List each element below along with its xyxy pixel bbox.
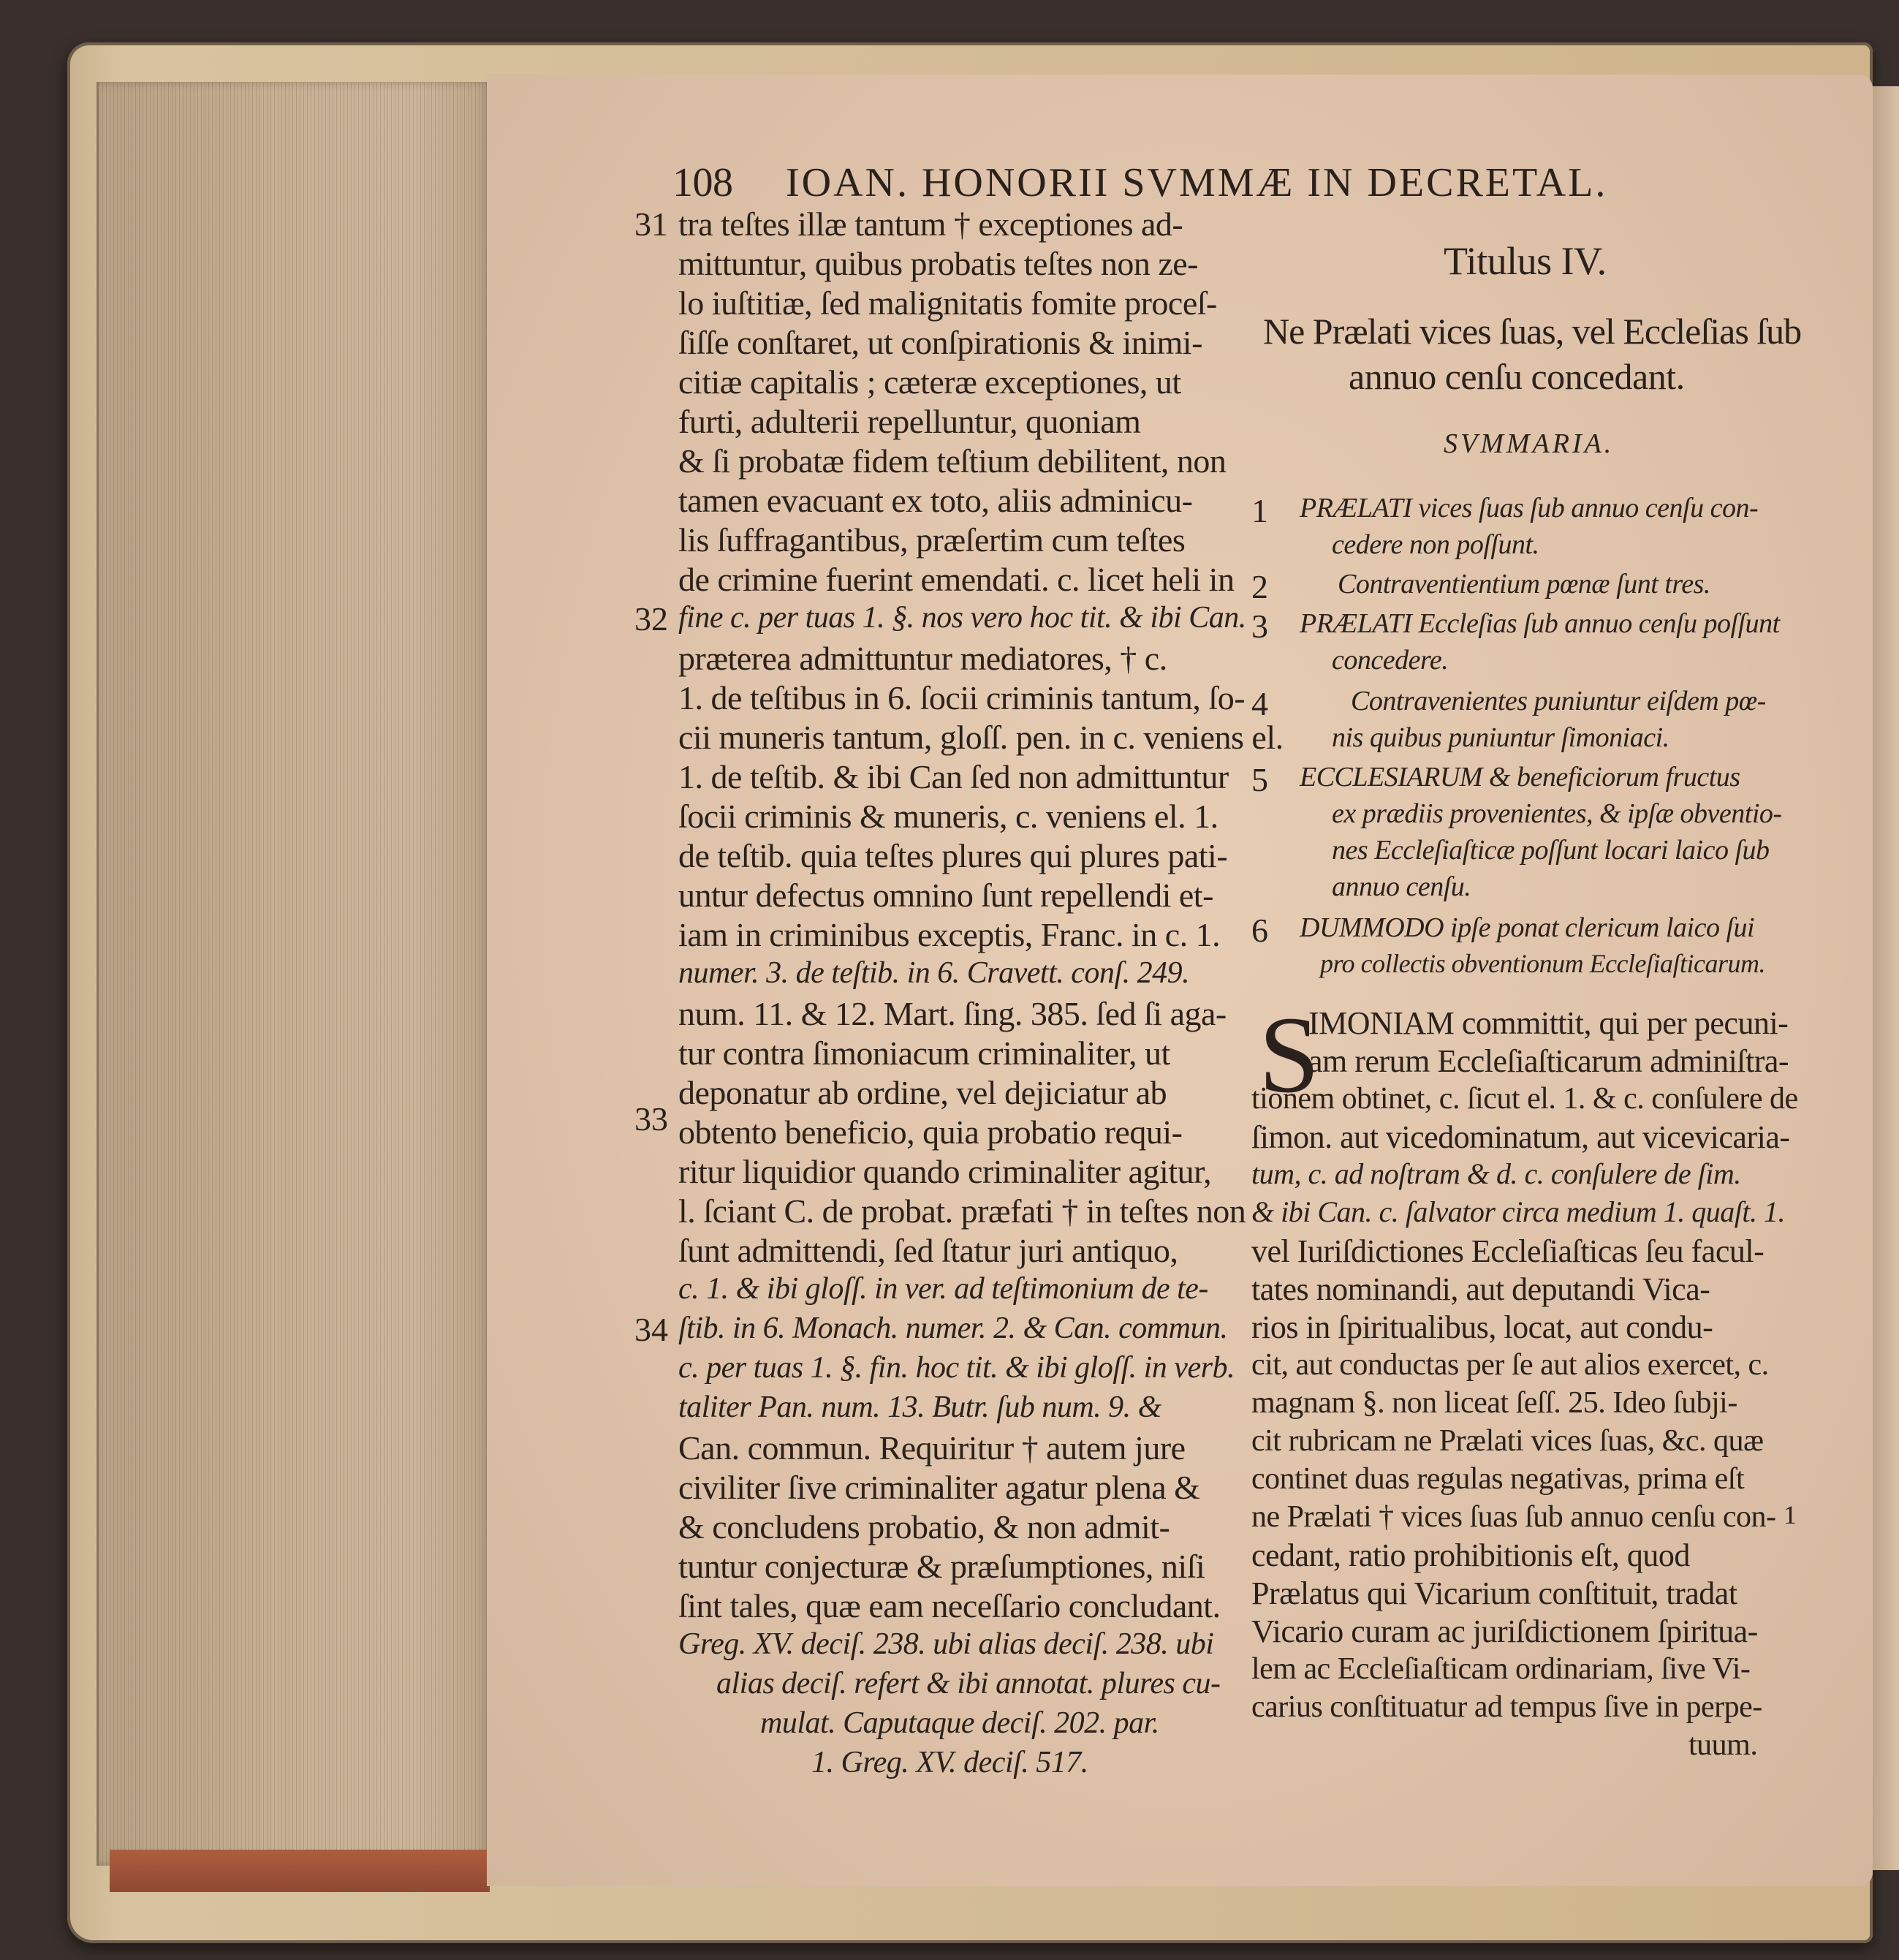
text-line: tamen evacuant ex toto, aliis adminicu- <box>678 482 1193 519</box>
text-line: furti, adulterii repelluntur, quoniam <box>678 403 1141 440</box>
body-line: cit rubricam ne Prælati vices ſuas, &c. quæ <box>1251 1424 1764 1458</box>
title-line: Ne Prælati vices ſuas, vel Eccleſias ſub <box>1263 311 1802 352</box>
summary-number: 3 <box>1251 608 1268 645</box>
summary-line: PRÆLATI Eccleſias ſub annuo cenſu poſſunt <box>1300 608 1780 639</box>
body-line: magnam §. non liceat ſeſſ. 25. Ideo ſubji- <box>1251 1386 1737 1420</box>
text-line: untur defectus omnino ſunt repellendi et- <box>678 877 1213 914</box>
text-line: lis ſuffragantibus, præſertim cum teſtes <box>678 521 1186 559</box>
body-line: tionem obtinet, c. ſicut el. 1. & c. conſulere de <box>1251 1082 1798 1116</box>
text-line: lo iuſtitiæ, ſed malignitatis fomite proceſ- <box>678 284 1217 322</box>
body-line: cedant, ratio prohibitionis eſt, quod <box>1251 1537 1690 1573</box>
text-line: fine c. per tuas 1. §. nos vero hoc tit. & ibi Can. <box>678 601 1246 635</box>
body-line: cit, aut conductas per ſe aut alios exercet, c. <box>1251 1348 1769 1382</box>
body-line: tuum. <box>1688 1728 1758 1762</box>
summary-number: 2 <box>1251 568 1268 605</box>
text-line: alias deciſ. refert & ibi annotat. plures cu- <box>716 1667 1221 1700</box>
body-line: ne Prælati † vices ſuas ſub annuo cenſu con- <box>1251 1500 1776 1534</box>
text-line: & ſi probatæ fidem teſtium debilitent, non <box>678 442 1227 480</box>
body-line: IMONIAM committit, qui per pecuni- <box>1308 1005 1789 1041</box>
summary-line: cedere non poſſunt. <box>1332 529 1539 560</box>
margin-number: 31 <box>634 205 668 243</box>
text-line: deponatur ab ordine, vel dejiciatur ab <box>678 1074 1167 1111</box>
text-line: numer. 3. de teſtib. in 6. Cravett. conſ. 249. <box>678 956 1190 990</box>
margin-number: 33 <box>634 1100 668 1138</box>
text-line: c. 1. & ibi gloſſ. in ver. ad teſtimonium de te- <box>678 1272 1208 1306</box>
text-line: iam in criminibus exceptis, Franc. in c. 1. <box>678 916 1221 953</box>
summary-number: 5 <box>1251 761 1268 798</box>
text-line: taliter Pan. num. 13. Butr. ſub num. 9. & <box>678 1390 1161 1424</box>
text-line: ſunt admittendi, ſed ſtatur juri antiquo, <box>678 1232 1178 1269</box>
text-line: l. ſciant C. de probat. præfati † in teſtes non <box>678 1192 1246 1230</box>
text-line: cii muneris tantum, gloſſ. pen. in c. veniens el. <box>678 719 1284 756</box>
text-line: de crimine fuerint emendati. c. licet heli in <box>678 561 1235 598</box>
text-line: ritur liquidior quando criminaliter agitur, <box>678 1153 1212 1190</box>
margin-number: 32 <box>634 600 668 637</box>
summary-line: pro collectis obventionum Eccleſiaſticarum. <box>1320 949 1766 978</box>
text-line: num. 11. & 12. Mart. ſing. 385. ſed ſi aga- <box>678 995 1227 1032</box>
text-line: mulat. Caputaque deciſ. 202. par. <box>760 1706 1159 1740</box>
text-line: ſtib. in 6. Monach. numer. 2. & Can. commun. <box>678 1312 1228 1345</box>
body-line: am rerum Eccleſiaſticarum adminiſtra- <box>1308 1043 1789 1079</box>
page-number: 108 <box>672 160 733 205</box>
text-line: ſocii criminis & muneris, c. veniens el. 1. <box>678 798 1218 835</box>
body-line: Prælatus qui Vicarium conſtituit, tradat <box>1251 1575 1737 1611</box>
title-line: annuo cenſu concedant. <box>1349 356 1685 397</box>
summary-line: Contraventientium pœnæ ſunt tres. <box>1338 569 1710 599</box>
body-line: tum, c. ad noſtram & d. c. conſulere de ſim. <box>1251 1157 1741 1190</box>
margin-number: 1 <box>1784 1500 1797 1529</box>
summary-number: 6 <box>1251 912 1268 949</box>
body-line: continet duas regulas negativas, prima eſt <box>1251 1462 1745 1496</box>
text-line: ſiſſe conſtaret, ut conſpirationis & inimi- <box>678 324 1202 361</box>
margin-number: 34 <box>634 1311 668 1348</box>
title-label: Titulus IV. <box>1444 239 1607 283</box>
text-line: obtento beneficio, quia probatio requi- <box>678 1113 1183 1151</box>
body-line: ſimon. aut vicedominatum, aut vicevicaria- <box>1251 1119 1790 1155</box>
summary-line: concedere. <box>1332 645 1449 676</box>
page-block-edge <box>96 82 493 1866</box>
summary-line: ex prædiis provenientes, & ipſæ obventio- <box>1332 798 1782 829</box>
text-line: ſint tales, quæ eam neceſſario concludant. <box>678 1587 1221 1624</box>
text-line: 1. de teſtibus in 6. ſocii criminis tantum, ſo- <box>678 679 1246 716</box>
text-line: & concludens probatio, & non admit- <box>678 1508 1170 1545</box>
body-line: vel Iuriſdictiones Eccleſiaſticas ſeu facul- <box>1251 1233 1765 1269</box>
body-line: & ibi Can. c. ſalvator circa medium 1. quaſt. 1. <box>1251 1195 1786 1228</box>
text-line: citiæ capitalis ; cæteræ exceptiones, ut <box>678 363 1181 401</box>
text-line: 1. de teſtib. & ibi Can ſed non admittuntur <box>678 758 1229 795</box>
summary-line: PRÆLATI vices ſuas ſub annuo cenſu con- <box>1300 493 1759 523</box>
summaria-heading: SVMMARIA. <box>1444 428 1615 459</box>
summary-line: ECCLESIARUM & beneficiorum fructus <box>1300 762 1740 792</box>
text-line: tra teſtes illæ tantum † exceptiones ad- <box>678 205 1183 243</box>
red-edge-stain <box>110 1850 490 1892</box>
summary-line: nis quibus puniuntur ſimoniaci. <box>1332 722 1669 753</box>
text-line: Greg. XV. deciſ. 238. ubi alias deciſ. 238. ubi <box>678 1627 1214 1661</box>
body-line: rios in ſpiritualibus, locat, aut condu- <box>1251 1309 1713 1345</box>
text-line: præterea admittuntur mediatores, † c. <box>678 640 1167 677</box>
summary-number: 4 <box>1251 685 1268 722</box>
body-line: tates nominandi, aut deputandi Vica- <box>1251 1271 1710 1307</box>
drop-cap: S <box>1259 994 1320 1116</box>
text-line: 1. Greg. XV. deciſ. 517. <box>811 1746 1088 1779</box>
summary-number: 1 <box>1251 492 1268 529</box>
text-line: civiliter ſive criminaliter agatur plena & <box>678 1469 1200 1506</box>
text-line: mittuntur, quibus probatis teſtes non ze- <box>678 245 1198 282</box>
body-line: lem ac Eccleſiaſticam ordinariam, ſive Vi- <box>1251 1652 1751 1686</box>
text-line: tur contra ſimoniacum criminaliter, ut <box>678 1034 1170 1072</box>
summary-line: annuo cenſu. <box>1332 871 1471 902</box>
running-title: IOAN. HONORII SVMMÆ IN DECRETAL. <box>786 160 1608 205</box>
summary-line: DUMMODO ipſe ponat clericum laico ſui <box>1300 912 1755 943</box>
text-line: Can. commun. Requiritur † autem jure <box>678 1429 1186 1467</box>
summary-line: Contravenientes puniuntur eiſdem pœ- <box>1351 686 1766 716</box>
text-line: de teſtib. quia teſtes plures qui plures pati- <box>678 837 1228 874</box>
text-line: tuntur conjecturæ & præſumptiones, niſi <box>678 1548 1205 1585</box>
text-line: c. per tuas 1. §. fin. hoc tit. & ibi gloſſ. in verb. <box>678 1351 1235 1385</box>
body-line: carius conſtituatur ad tempus ſive in perpe- <box>1251 1690 1762 1724</box>
body-line: Vicario curam ac juriſdictionem ſpiritua- <box>1251 1613 1758 1649</box>
summary-line: nes Eccleſiaſticæ poſſunt locari laico ſub <box>1332 835 1770 866</box>
